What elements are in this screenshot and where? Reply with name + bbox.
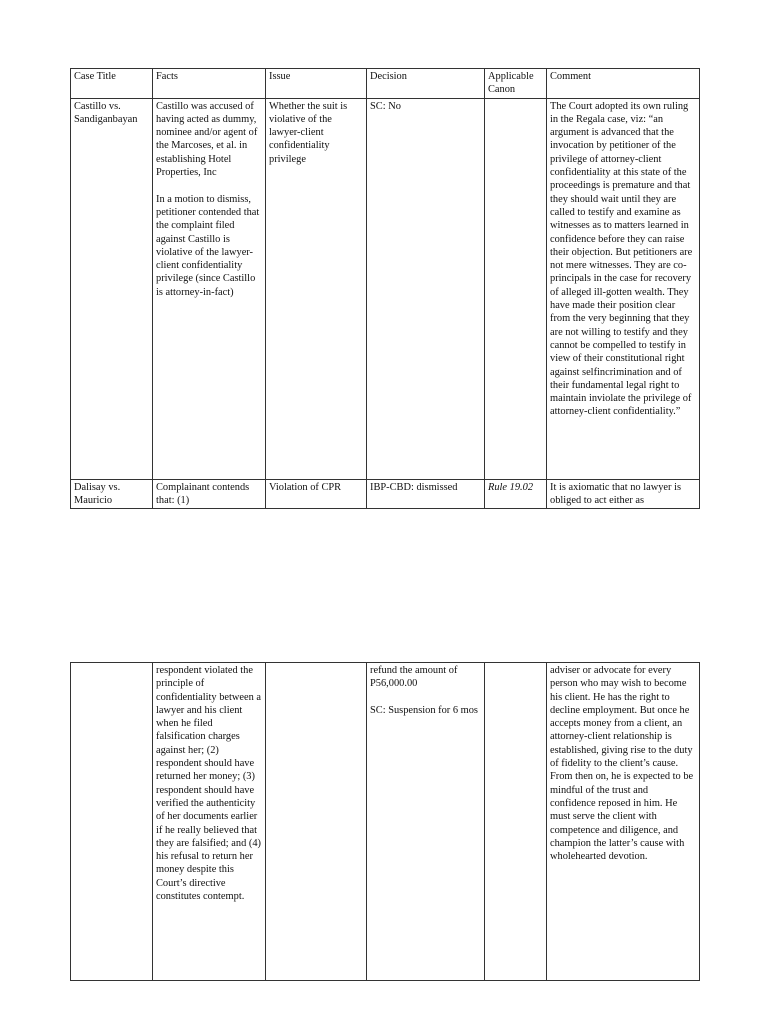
case-digest-table-continued (70, 662, 700, 981)
cell-comment: The Court adopted its own ruling in the Regala case, viz: “an argument is advanced that the invocation by petitioner of the privilege of attorney-client confidentiality at this state of the proceedings is premature and that they should wait until they are called to testify and examine as witnesses as to matters learned in confidence before they can raise their objection. But petitioners are not mere witnesses. They are co-principals in the case for recovery of alleged ill-gotten wealth. They have made their position clear from the very beginning that they are not willing to testify and they cannot be compelled to testify in view of their constitutional right against selfincrimination and of their fundamental legal right to maintain inviolate the privilege of attorney-client confidentiality.” (547, 98, 700, 479)
table-row (71, 98, 700, 479)
cell-facts: respondent violated the principle of confidentiality between a lawyer and his client when he filed falsification charges against her; (2) respondent should have returned her money; (3) respondent should have verified the authenticity of her documents earlier if he really believed that they are falsified; and (4) his refusal to return her money despite this Court’s directive constitutes contempt. (153, 663, 266, 981)
cell-canon: Rule 19.02 (485, 479, 547, 509)
cell-decision: SC: No (367, 98, 485, 479)
header-facts: Facts (153, 69, 266, 99)
table-row (71, 479, 700, 509)
cell-facts: Complainant contends that: (1) (153, 479, 266, 509)
header-issue: Issue (266, 69, 367, 99)
header-decision: Decision (367, 69, 485, 99)
cell-case-title (71, 663, 153, 981)
cell-decision: refund the amount of P56,000.00 SC: Suspension for 6 mos (367, 663, 485, 981)
table-header-row (71, 69, 700, 99)
cell-issue: Whether the suit is violative of the lawyer-client confidentiality privilege (266, 98, 367, 479)
cell-facts: Castillo was accused of having acted as dummy, nominee and/or agent of the Marcoses, et al. in establishing Hotel Properties, Inc In a motion to dismiss, petitioner contended that the complaint filed against Castillo is violative of the lawyer-client confidentiality privilege (since Castillo is attorney-in-fact) (153, 98, 266, 479)
table-row (71, 663, 700, 981)
cell-canon (485, 663, 547, 981)
cell-issue: Violation of CPR (266, 479, 367, 509)
cell-case-title: Castillo vs. Sandiganbayan (71, 98, 153, 479)
cell-canon (485, 98, 547, 479)
header-case-title: Case Title (71, 69, 153, 99)
cell-decision: IBP-CBD: dismissed (367, 479, 485, 509)
header-comment: Comment (547, 69, 700, 99)
header-applicable-canon: Applicable Canon (485, 69, 547, 99)
case-digest-table (70, 68, 700, 509)
cell-comment: It is axiomatic that no lawyer is obliged to act either as (547, 479, 700, 509)
cell-issue (266, 663, 367, 981)
cell-case-title: Dalisay vs. Mauricio (71, 479, 153, 509)
cell-comment: adviser or advocate for every person who may wish to become his client. He has the right to decline employment. But once he accepts money from a client, an attorney-client relationship is established, giving rise to the duty of fidelity to the client’s cause. From then on, he is expected to be mindful of the trust and confidence reposed in him. He must serve the client with competence and diligence, and champion the latter’s cause with wholehearted devotion. (547, 663, 700, 981)
